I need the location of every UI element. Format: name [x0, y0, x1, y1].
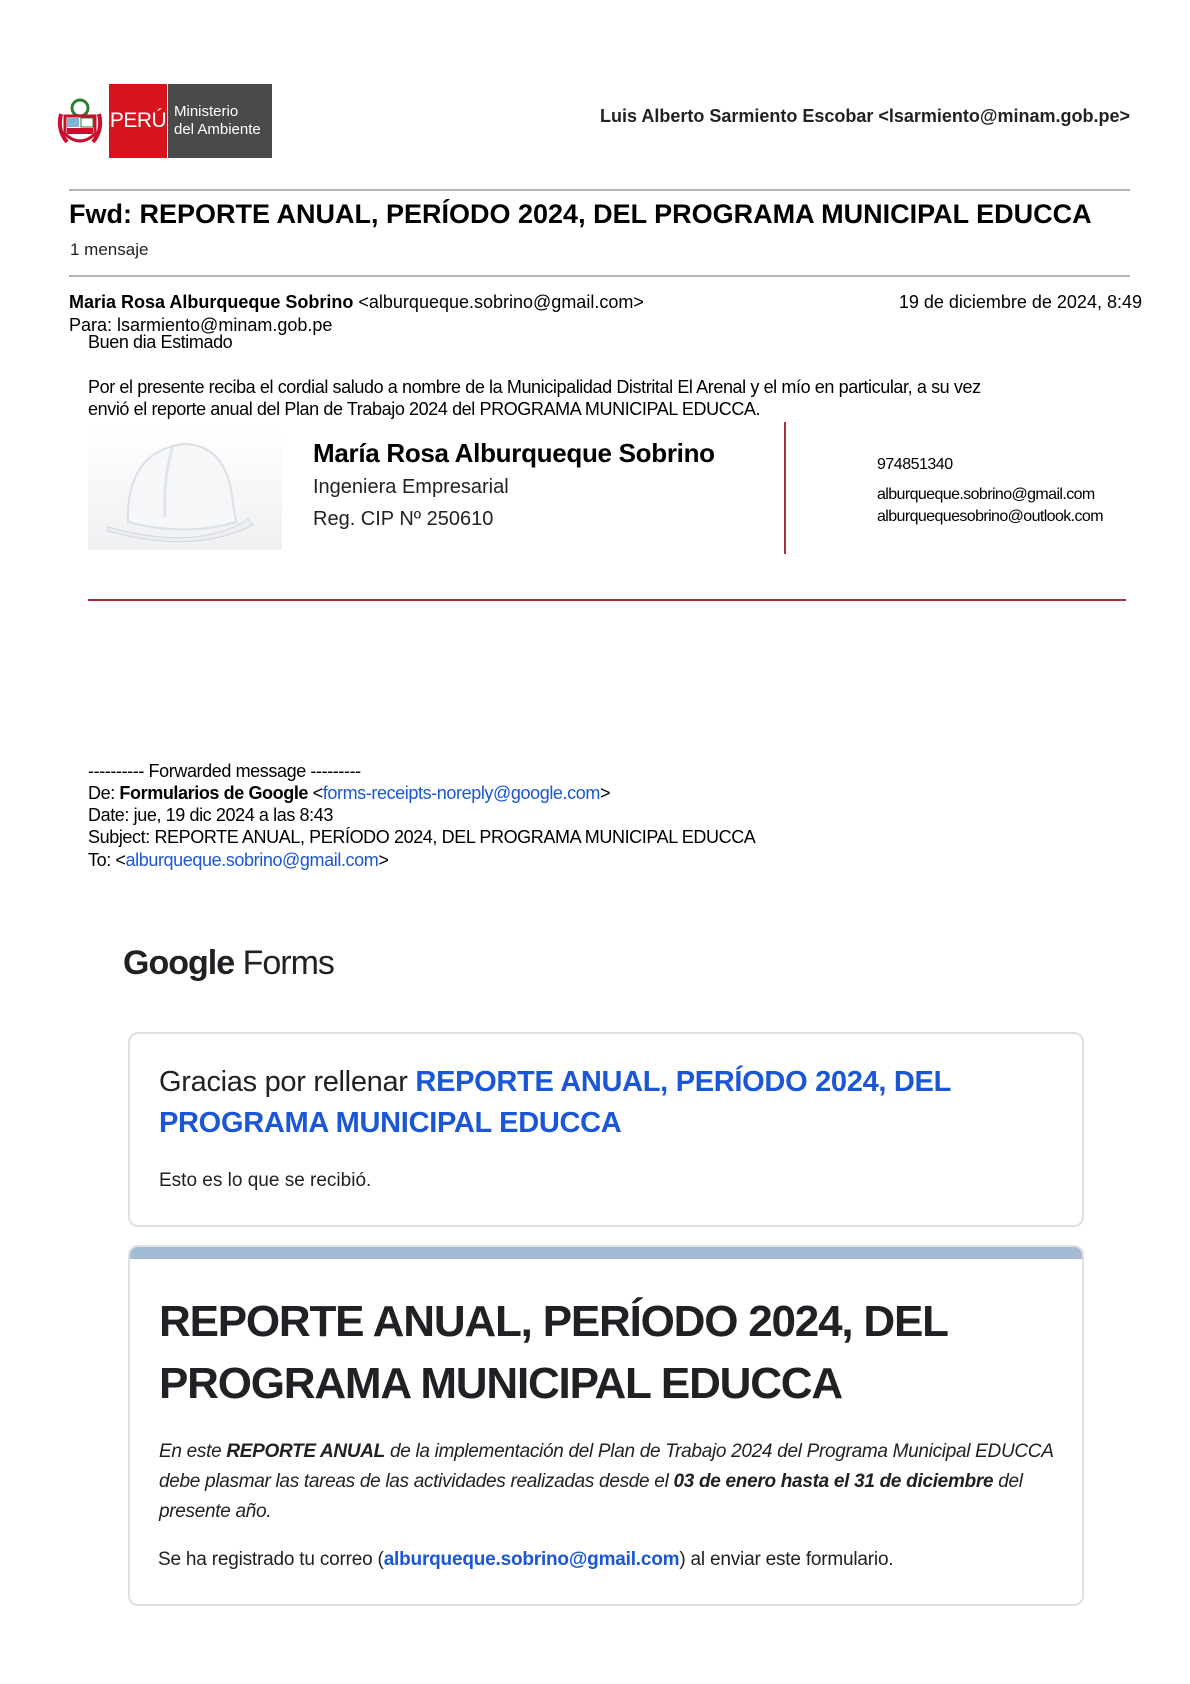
google-forms-logo	[123, 944, 334, 983]
recipient-header: Luis Alberto Sarmiento Escobar <lsarmiento@minam.gob.pe>	[599, 106, 1130, 126]
desc-text: del presente año.	[159, 1471, 1023, 1522]
ministry-brand-block	[168, 84, 272, 158]
message-count: 1 mensaje	[70, 240, 149, 259]
forwarded-from: De: Formularios de Google <forms-receipts-noreply@google.com>	[88, 783, 611, 803]
forwarded-subject: Subject: REPORTE ANUAL, PERÍODO 2024, DEL PROGRAMA MUNICIPAL EDUCCA	[88, 827, 756, 847]
divider	[69, 275, 1130, 277]
forwarded-separator: ---------- Forwarded message ---------	[88, 761, 361, 781]
confirmation-card	[128, 1032, 1084, 1227]
peru-brand-block: PERÚ	[109, 84, 167, 158]
card-accent-bar	[130, 1247, 1082, 1259]
registered-email-link[interactable]: alburqueque.sobrino@gmail.com	[383, 1549, 680, 1570]
registered-email-note	[158, 1549, 893, 1571]
desc-bold: 03 de enero hasta el 31 de diciembre	[673, 1471, 994, 1492]
forwarded-to	[88, 850, 388, 871]
message-date: 19 de diciembre de 2024, 8:49	[898, 292, 1142, 312]
registered-suffix: ) al enviar este formulario.	[679, 1549, 894, 1570]
hard-hat-icon	[88, 427, 282, 550]
desc-bold: REPORTE ANUAL	[226, 1441, 385, 1462]
signature-registration: Reg. CIP Nº 250610	[313, 508, 494, 530]
desc-text: de la implementación del Plan de Trabajo 2024 del Programa Municipal EDUCCA debe plasmar las tareas de las actividades realizadas desde el	[159, 1441, 1053, 1492]
to-line: Para: lsarmiento@minam.gob.pe	[69, 315, 333, 335]
email-subject: Fwd: REPORTE ANUAL, PERÍODO 2024, DEL PROGRAMA MUNICIPAL EDUCCA	[69, 199, 1092, 229]
thanks-prefix: Gracias por rellenar	[159, 1066, 416, 1098]
form-description	[159, 1437, 1059, 1527]
signature-title: Ingeniera Empresarial	[313, 476, 509, 498]
peru-coat-of-arms-icon	[57, 88, 103, 154]
body-line-1: Por el presente reciba el cordial saludo a nombre de la Municipalidad Distrital El Arenal y el mío en particular, a su vez	[88, 377, 981, 397]
sender-name: Maria Rosa Alburqueque Sobrino	[69, 292, 354, 312]
signature-bottom-rule	[88, 599, 1126, 601]
divider	[69, 189, 1130, 191]
signature-divider	[784, 422, 786, 554]
signature-name: María Rosa Alburqueque Sobrino	[313, 438, 715, 468]
ministry-line1: Ministerio	[174, 103, 239, 120]
from-name: Formularios de Google	[119, 783, 309, 803]
body-line-2: envió el reporte anual del Plan de Trabajo 2024 del PROGRAMA MUNICIPAL EDUCCA.	[88, 399, 761, 419]
form-response-card	[128, 1245, 1084, 1606]
forms-wordmark: Forms	[242, 944, 334, 982]
form-title-link[interactable]: REPORTE ANUAL, PERÍODO 2024, DEL PROGRAMA MUNICIPAL EDUCCA	[159, 1066, 951, 1139]
to-close: >	[378, 850, 389, 870]
signature-helmet-image	[88, 427, 282, 550]
signature-email-1: alburqueque.sobrino@gmail.com	[877, 486, 1095, 503]
form-title: REPORTE ANUAL, PERÍODO 2024, DEL PROGRAMA MUNICIPAL EDUCCA	[159, 1297, 947, 1408]
thanks-heading	[159, 1062, 1039, 1144]
greeting: Buen dia Estimado	[88, 332, 233, 352]
received-text: Esto es lo que se recibió.	[159, 1170, 372, 1191]
registered-prefix: Se ha registrado tu correo (	[158, 1549, 384, 1570]
signature-email-2: alburquequesobrino@outlook.com	[877, 508, 1103, 525]
desc-text: En este	[159, 1441, 227, 1462]
to-label: To: <	[88, 850, 126, 870]
minam-logo	[57, 84, 272, 158]
from-email-link[interactable]: forms-receipts-noreply@google.com	[322, 783, 600, 803]
google-wordmark: Google	[123, 944, 235, 982]
sender-email: <alburqueque.sobrino@gmail.com>	[358, 292, 644, 312]
to-email-link[interactable]: alburqueque.sobrino@gmail.com	[125, 850, 379, 870]
from-label: De:	[88, 783, 115, 803]
ministry-line2: del Ambiente	[174, 121, 261, 138]
signature-phone: 974851340	[877, 456, 953, 473]
forwarded-date: Date: jue, 19 dic 2024 a las 8:43	[88, 805, 333, 825]
sender-line	[69, 292, 644, 313]
